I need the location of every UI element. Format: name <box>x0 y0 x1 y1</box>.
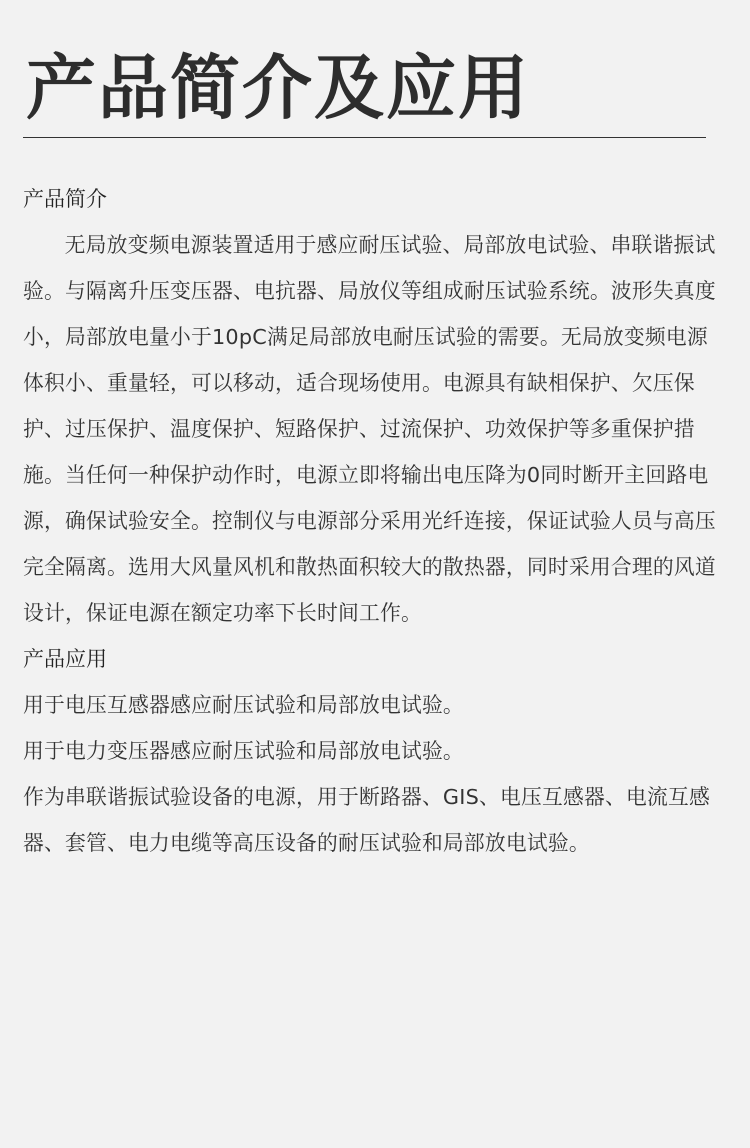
application-item-2: 用于电力变压器感应耐压试验和局部放电试验。 <box>23 739 464 763</box>
intro-paragraph: 无局放变频电源装置适用于感应耐压试验、局部放电试验、串联谐振试验。与隔离升压变压器、电抗器、局放仪等组成耐压试验系统。波形失真度小，局部放电量小于10pC满足局部放电耐压试验的需要。无局放变频电源体积小、重量轻，可以移动，适合现场使用。电源具有缺相保护、欠压保护、过压保护、温度保护、短路保护、过流保护、功效保护等多重保护措施。当任何一种保护动作时，电源立即将输出电压降为0同时断开主回路电源，确保试验安全。控制仪与电源部分采用光纤连接，保证试验人员与高压完全隔离。选用大风量风机和散热面积较大的散热器，同时采用合理的风道设计，保证电源在额定功率下长时间工作。 <box>23 233 716 625</box>
application-item-3: 作为串联谐振试验设备的电源，用于断路器、GIS、电压互感器、电流互感器、套管、电力电缆等高压设备的耐压试验和局部放电试验。 <box>23 785 710 855</box>
title-divider <box>23 137 706 138</box>
intro-heading: 产品简介 <box>23 187 107 211</box>
applications-heading: 产品应用 <box>23 647 107 671</box>
content-body <box>23 176 723 866</box>
page-title: 产品简介及应用 <box>26 47 530 129</box>
application-item-1: 用于电压互感器感应耐压试验和局部放电试验。 <box>23 693 464 717</box>
